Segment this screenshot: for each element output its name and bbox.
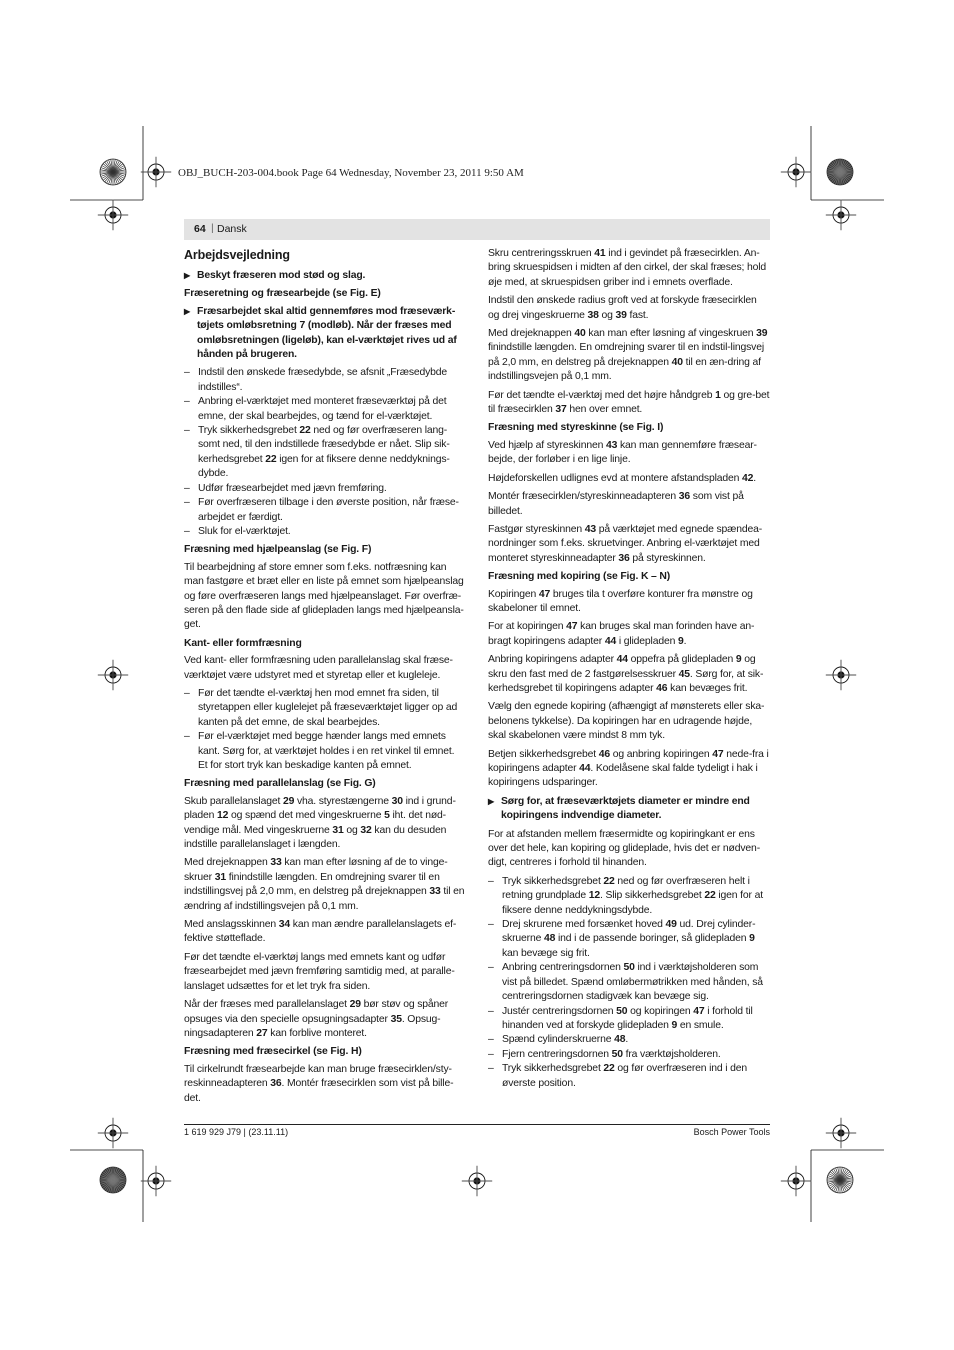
dash-list-item: – Sluk for el-værktøjet. [184,525,466,539]
subheading: Kant- eller formfræsning [184,637,302,649]
crosshair-mark [462,1166,492,1196]
dash-list-item: – Anbring el-værktøjet med monteret fræseværktøj på det emne, der skal bearbejdes, og tænd for el-værktøjet. [184,395,466,424]
dash-list-item: – Anbring centreringsdornen 50 ind i værktøjsholderen som vist på billedet. Spænd omløbermøtrikken med hånden, så centreringsdornen stadigvæk kan bevæge sig. [488,961,770,1004]
paragraph: Før det tændte el-værktøj langs med emnets kant og udfør fræsearbejdet med jævn fremføring samtidig med, at paralle-lanslaget udsættes for et let tryk fra siden. [184,951,455,992]
paragraph: Vælg den egnede kopiring (afhængigt af mønsterets eller ska-belonens tykkelse). Da kopiringen har en udragende højde, skal skabelonen være mindst 8 mm tyk. [488,701,765,742]
dash-list-item: – Tryk sikkerhedsgrebet 22 ned og før overfræseren lang-somt ned, til den indstillede fræsedybde er nået. Slip sik-kerhedsgrebet 22 igen for at fiksere denne neddyknings-dybde. [184,424,466,482]
paragraph: Før det tændte el-værktøj med det højre håndgreb 1 og gre-bet til fræsecirklen 37 hen over emnet. [488,389,770,416]
left-column [184,247,466,1110]
crosshair-mark [826,660,856,690]
paragraph: Montér fræsecirklen/styreskinneadapteren 36 som vist på billedet. [488,491,744,517]
color-star-mark [100,1167,126,1193]
paragraph: For at kopiringen 47 kan bruges skal man forinden have an-bragt kopiringens adapter 44 i glidepladen 9. [488,621,755,647]
subheading: Fræsning med fræsecirkel (se Fig. H) [184,1046,362,1058]
paragraph: Indstil den ønskede radius groft ved at forskyde fræsecirklen og drej vingeskruerne 38 og 39 fast. [488,295,757,321]
paragraph: Anbring kopiringens adapter 44 oppefra på glidepladen 9 og skru den fast med de 2 fastgørelsesskruer 45. Sørg for, at sik-kerhedsgrebet til kopiringens adapter 46 kan bevæges frit. [488,654,764,694]
subheading: Fræsning med kopiring (se Fig. K – N) [488,571,671,583]
header-separator: | [211,222,214,234]
crosshair-mark [141,1166,171,1196]
subheading: Fræsning med styreskinne (se Fig. I) [488,422,664,434]
crosshair-mark [98,200,128,230]
subheading: Fræsning med parallelanslag (se Fig. G) [184,778,376,790]
right-column [488,247,770,1095]
header-language: Dansk [217,223,247,235]
paragraph: Med drejeknappen 33 kan man efter løsning af de to vinge-skruer 31 finindstille længden. En omdrejning svarer til en indstillingsvej på 2,0 mm, en delstreg på drejeknappen 33 til en ændring af indstillingsvejen på 0,1 mm. [184,857,465,912]
warning-bullet: ▶ Sørg for, at fræseværktøjets diameter er mindre end kopiringens indvendige diameter. [488,795,770,824]
section-heading: Arbejdsvejledning [184,248,290,262]
footer-brand: Bosch Power Tools [693,1127,770,1137]
paragraph: Kopiringen 47 bruges tila t overføre konturer fra mønstre og skabeloner til emnet. [488,588,753,614]
paragraph: Til bearbejdning af store emner som f.eks. notfræsning kan man fastgøre et bræt eller en liste på emnet som hjælpeanslag og føre overfræseren langs med hjælpeanslaget. Før overfræ-seren på den flade side af glidepladen langs med hjælpeansla-get. [184,561,464,631]
dash-list-item: – Tryk sikkerhedsgrebet 22 og før overfræseren ind i den øverste position. [488,1062,770,1091]
footer-rule [184,1124,770,1125]
subheading: Fræseretning og fræsearbejde (se Fig. E) [184,288,381,300]
paragraph: Ved hjælp af styreskinnen 43 kan man gennemføre fræsear-bejde, der forløber i en lige linje. [488,439,757,466]
subheading: Fræsning med hjælpeanslag (se Fig. F) [184,544,372,556]
crosshair-mark [826,1118,856,1148]
crosshair-mark [141,157,171,187]
crosshair-mark [98,1118,128,1148]
paragraph: Med drejeknappen 40 kan man efter løsning af vingeskruen 39 finindstille længden. En omdrejning svarer til en indstil-lingsvej på 2,0 mm, en delstreg på drejeknappen 40 til en æn-dring af indstillingsvejen på 0,1 mm. [488,328,768,383]
color-star-mark [100,159,126,185]
paragraph: Når der fræses med parallelanslaget 29 bør støv og spåner opsuges via den specielle opsugningsadapter 35. Opsug-ningsadapteren 27 kan forblive monteret. [184,999,449,1039]
crosshair-mark [98,660,128,690]
paragraph: Skru centreringsskruen 41 ind i gevindet på fræsecirklen. An-bring skruespidsen i midten af den cirkel, der skal fræses; hold øje med, at skruespidsen griber ind i emnets overflade. [488,248,767,288]
footer-doc-number: 1 619 929 J79 | (23.11.11) [184,1127,289,1137]
crosshair-mark [781,1166,811,1196]
dash-list-item: – Fjern centreringsdornen 50 fra værktøjsholderen. [488,1048,770,1062]
warning-bullet: ▶ Beskyt fræseren mod stød og slag. [184,269,466,283]
paragraph: Ved kant- eller formfræsning uden parallelanslag skal fræse-værktøjet være udstyret med et styretap eller et kugleleje. [184,655,453,681]
crosshair-mark [781,157,811,187]
color-star-mark [827,1167,853,1193]
file-info-line: OBJ_BUCH-203-004.book Page 64 Wednesday, November 23, 2011 9:50 AM [178,167,524,179]
paragraph: Skub parallelanslaget 29 vha. styrestængerne 30 ind i grund-pladen 12 og spænd det med vingeskruerne 5 iht. det nød-vendige mål. Med vingeskruerne 31 og 32 kan du desuden indstille parallelanslaget i længden. [184,795,456,851]
paragraph: Til cirkelrundt fræsearbejde kan man bruge fræsecirklen/sty-reskinneadapteren 36. Montér fræsecirklen som vist på bille-det. [184,1063,454,1104]
dash-list-item: – Tryk sikkerhedsgrebet 22 ned og før overfræseren helt i retning grundplade 12. Slip sikkerhedsgrebet 22 igen for at fiksere denne neddykningsdybde. [488,875,770,918]
dash-list-item: – Før el-værktøjet med begge hænder langs med emnets kant. Sørg for, at værktøjet holdes i en ret vinkel til emnet. Et for stort tryk kan beskadige kanten på emnet. [184,730,466,773]
dash-list-item: – Før det tændte el-værktøj hen mod emnet fra siden, til styretappen eller kuglelejet på fræseværktøjet ligger op ad kanten på det emne, de skal bearbejdes. [184,687,466,730]
dash-list-item: – Justér centreringsdornen 50 og kopiringen 47 i forhold til hinanden ved at forskyde glidepladen 9 en smule. [488,1005,770,1034]
page-header-bar [184,219,770,240]
color-star-mark [827,159,853,185]
paragraph: Betjen sikkerhedsgrebet 46 og anbring kopiringen 47 nede-fra i kopiringens adapter 44. Kodelåsene skal falde tydeligt i hak i kopiringens udsparinger. [488,748,769,789]
paragraph: Med anslagsskinnen 34 kan man ændre parallelanslagets ef-fektive støtteflade. [184,919,457,945]
dash-list-item: – Indstil den ønskede fræsedybde, se afsnit „Fræsedybde indstilles“. [184,366,466,395]
paragraph: For at afstanden mellem fræsermidte og kopiringkant er ens over det hele, kan kopiring og glideplade, hvis det er nødven-digt, centreres i forhold til hinanden. [488,828,760,869]
dash-list-item: – Før overfræseren tilbage i den øverste position, når fræse-arbejdet er færdigt. [184,496,466,525]
dash-list-item: – Spænd cylinderskruerne 48. [488,1033,770,1047]
dash-list-item: – Drej skrurene med forsænket hoved 49 ud. Drej cylinder-skruerne 48 ind i de passende boringer, så glidepladen 9 kan bevæge sig frit. [488,918,770,961]
paragraph: Fastgør styreskinnen 43 på værktøjet med egnede spændea-nordninger som f.eks. skruetvinger. Anbring el-værktøjet med monteret styreskinneadapter 36 på styreskinnen. [488,523,763,564]
crosshair-mark [826,200,856,230]
paragraph: Højdeforskellen udlignes evd at montere afstandspladen 42. [488,472,756,484]
dash-list-item: – Udfør fræsearbejdet med jævn fremføring. [184,482,466,496]
warning-bullet: ▶ Fræsarbejdet skal altid gennemføres mod fræseværk-tøjets omløbsretning 7 (modløb). Når der fræses med omløbsretningen (ligeløb), kan el-værktøjet rives ud af hånden på brugeren. [184,305,466,363]
page-number: 64 [194,223,206,235]
